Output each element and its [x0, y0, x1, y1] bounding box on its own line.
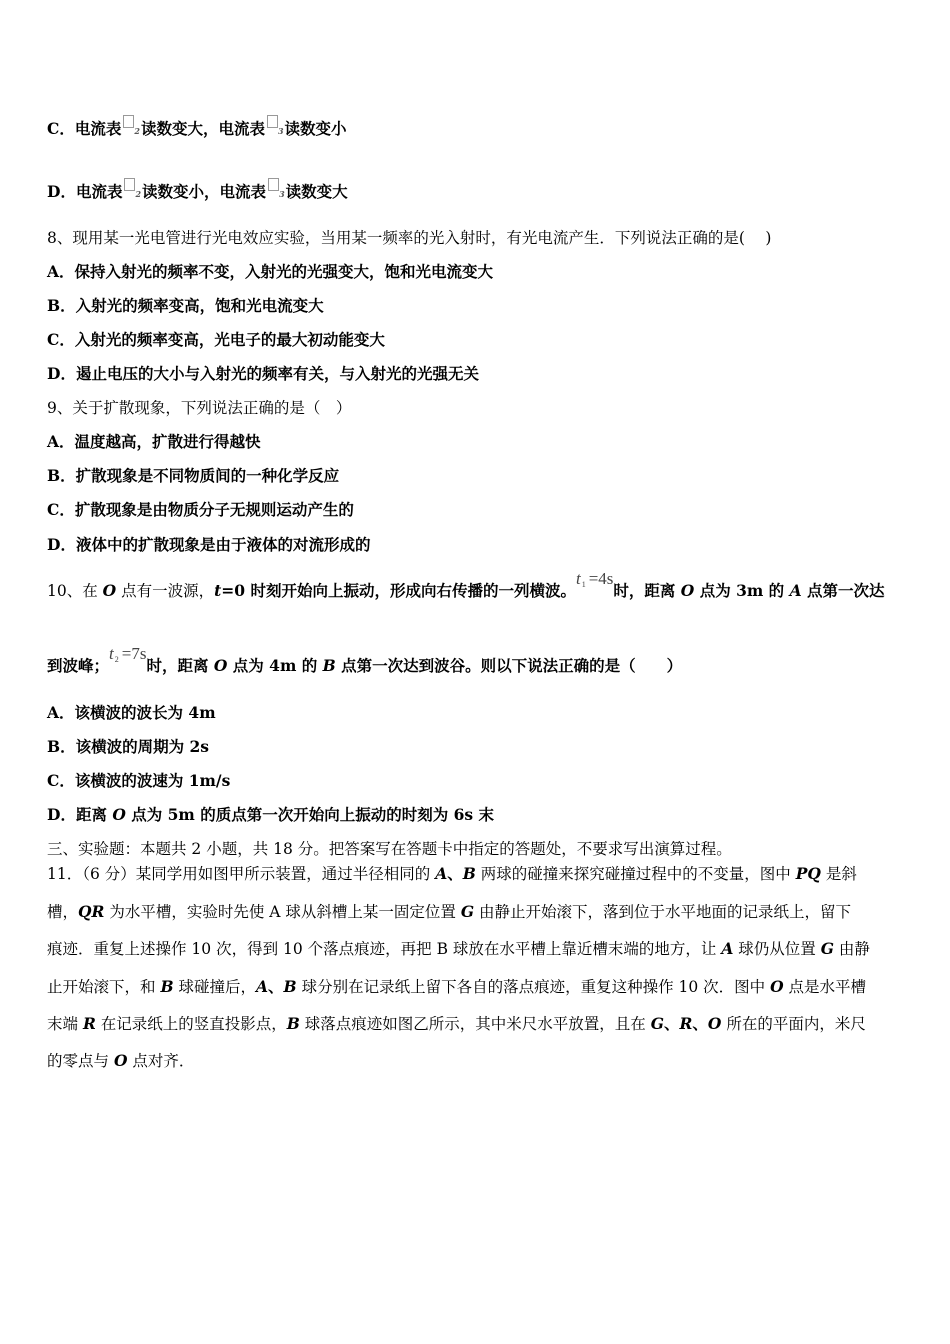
section-3-heading: 三、实验题：本题共 2 小题，共 18 分。把答案写在答题卡中指定的答题处，不要求写出演算过程。: [47, 840, 732, 858]
q11-line-2: 槽，QR 为水平槽，实验时先使 A 球从斜槽上某一固定位置 G 由静止开始滚下，落到位于水平地面的记录纸上，留下: [47, 902, 851, 921]
q8-option-d: D．遏止电压的大小与入射光的频率有关，与入射光的光强无关: [47, 364, 479, 383]
q11-line-4: 止开始滚下，和 B 球碰撞后，A、B 球分别在记录纸上留下各自的落点痕迹，重复这种操作 10 次．图中 O 点是水平槽: [47, 977, 867, 996]
q9-option-a: A．温度越高，扩散进行得越快: [47, 432, 261, 451]
q9-stem: 9、关于扩散现象，下列说法正确的是（ ）: [47, 399, 352, 417]
q7-option-c: C．电流表 2读数变大，电流表 3读数变小: [47, 115, 347, 141]
q11-line-6: 的零点与 O 点对齐．: [47, 1051, 195, 1070]
q10-stem-line-2: 到波峰；t2 =7s时，距离 O 点为 4m 的 B 点第一次达到波谷。则以下说法正确的是（ ）: [47, 644, 683, 675]
q10-option-b: B．该横波的周期为 2s: [47, 737, 210, 756]
q10-option-a: A．该横波的波长为 4m: [47, 703, 216, 722]
q9-option-d: D．液体中的扩散现象是由于液体的对流形成的: [47, 535, 371, 554]
q8-option-b: B．入射光的频率变高，饱和光电流变大: [47, 296, 324, 315]
ammeter-symbol-icon: [124, 178, 135, 191]
q7-option-d: D．电流表 2读数变小，电流表 3读数变大: [47, 178, 348, 204]
q8-stem: 8、现用某一光电管进行光电效应实验，当用某一频率的光入射时，有光电流产生．下列说法正确的是( ): [47, 229, 772, 247]
ammeter-symbol-icon: [123, 115, 134, 128]
formula-t2: t2 =7s: [109, 644, 147, 664]
q11-line-3: 痕迹．重复上述操作 10 次，得到 10 个落点痕迹，再把 B 球放在水平槽上靠近槽末端的地方，让 A 球仍从位置 G 由静: [47, 939, 870, 958]
q8-option-c: C．入射光的频率变高，光电子的最大初动能变大: [47, 330, 385, 349]
q9-option-c: C．扩散现象是由物质分子无规则运动产生的: [47, 500, 354, 519]
q9-option-b: B．扩散现象是不同物质间的一种化学反应: [47, 466, 340, 485]
ammeter-symbol-icon: [267, 115, 278, 128]
formula-t1: t1 =4s: [575, 569, 614, 589]
q11-line-1: 11．（6 分）某同学用如图甲所示装置，通过半径相同的 A、B 两球的碰撞来探究碰撞过程中的不变量，图中 PQ 是斜: [47, 864, 857, 883]
q10-option-d: D．距离 O 点为 5m 的质点第一次开始向上振动的时刻为 6s 末: [47, 805, 495, 824]
q10-option-c: C．该横波的波速为 1m/s: [47, 771, 231, 790]
q8-option-a: A．保持入射光的频率不变，入射光的光强变大，饱和光电流变大: [47, 262, 494, 281]
q11-line-5: 末端 R 在记录纸上的竖直投影点，B 球落点痕迹如图乙所示，其中米尺水平放置，且在 G、R、O 所在的平面内，米尺: [47, 1014, 866, 1033]
q10-stem-line-1: 10、在 O 点有一波源，t=0 时刻开始向上振动，形成向右传播的一列横波。t1 =4s时，距离 O 点为 3m 的 A 点第一次达: [47, 569, 885, 600]
ammeter-symbol-icon: [268, 178, 279, 191]
